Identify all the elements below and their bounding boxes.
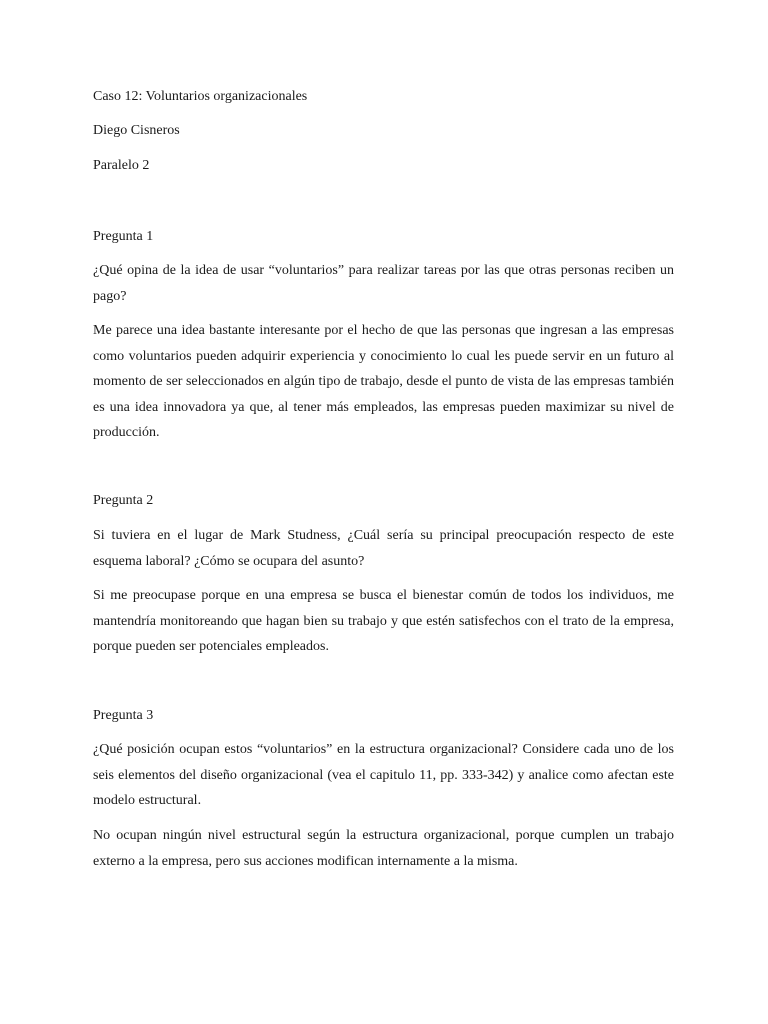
question-1-answer: Me parece una idea bastante interesante por el hecho de que las personas que ingresan a las empresas como voluntarios pueden adquirir experiencia y conocimiento lo cual les puede servir en un futuro al momento de ser seleccionados en algún tipo de trabajo, desde el punto de vista de las empresas también es una idea innovadora ya que, al tener más empleados, las empresas pueden maximizar su nivel de producción. [93,323,674,440]
section-label: Paralelo 2 [93,158,150,173]
author-name: Diego Cisneros [93,123,180,138]
question-2-answer: Si me preocupase porque en una empresa se busca el bienestar común de todos los individuos, me mantendría monitoreando que hagan bien su trabajo y que estén satisfechos con el trato de la empresa, porque pueden ser potenciales empleados. [93,588,674,654]
question-3-heading: Pregunta 3 [93,708,154,723]
question-1-heading: Pregunta 1 [93,229,154,244]
question-2-heading: Pregunta 2 [93,493,154,508]
question-3-text: ¿Qué posición ocupan estos “voluntarios” en la estructura organizacional? Considere cada uno de los seis elementos del diseño organizacional (vea el capitulo 11, pp. 333-342) y analice como afectan este modelo estructural. [93,742,674,808]
question-1-text: ¿Qué opina de la idea de usar “voluntarios” para realizar tareas por las que otras personas reciben un pago? [93,263,674,304]
case-title: Caso 12: Voluntarios organizacionales [93,89,308,104]
question-2-text: Si tuviera en el lugar de Mark Studness, ¿Cuál sería su principal preocupación respecto de este esquema laboral? ¿Cómo se ocupara del asunto? [93,528,674,569]
question-3-answer: No ocupan ningún nivel estructural según la estructura organizacional, porque cumplen un trabajo externo a la empresa, pero sus acciones modifican internamente a la misma. [93,828,674,869]
